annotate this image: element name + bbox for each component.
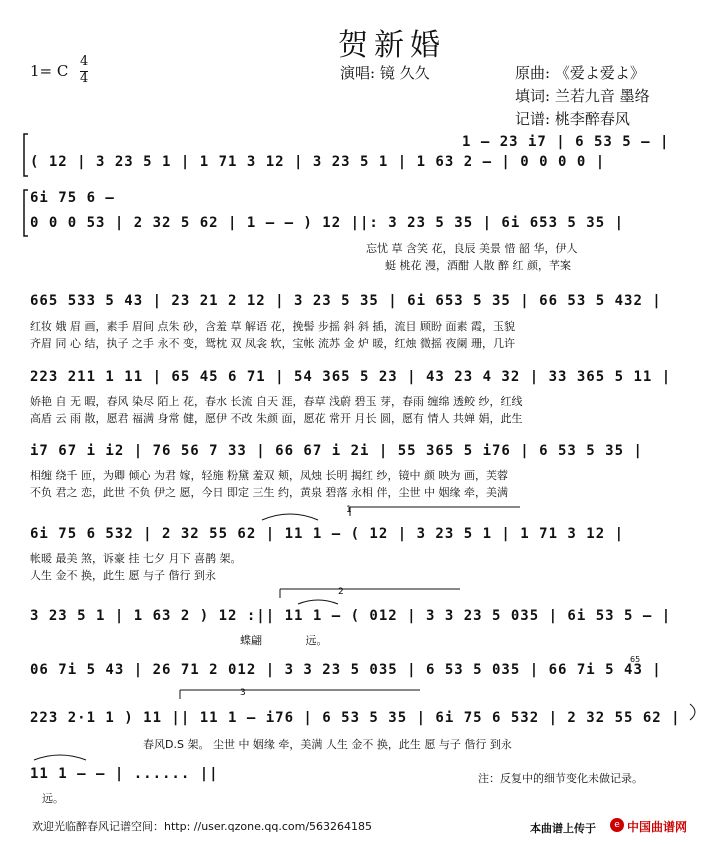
- system-6-lyrics-verse-1: 帐暖 最美 煞，诉豪 挂 七夕 月下 喜鹊 架。: [30, 552, 242, 565]
- tie-2: [298, 600, 338, 604]
- system-2-lower-notes: 0 0 0 53 | 2 32 5 62 | 1 – – ) 12 ||: 3 23 5 35 | 6i 653 5 35 |: [30, 215, 625, 231]
- system-5-lyrics-verse-1: 相缠 绕千 匝，为卿 倾心 为君 嫁，轻施 粉黛 羞双 颊，凤烛 长明 揭红 纱，镜中 颜 映为 画，芙蓉: [30, 469, 508, 482]
- system-2-lyrics-verse-2: 蜓 桃花 漫，酒酣 人散 醉 红 颜，芊案: [385, 259, 571, 272]
- system-1-lower-notes: ( 12 | 3 23 5 1 | 1 71 3 12 | 3 23 5 1 | 1 63 2 – | 0 0 0 0 |: [30, 154, 606, 170]
- system-2-bracket: [24, 190, 28, 236]
- volta-3-label: 3: [240, 688, 246, 698]
- footer-upload-text: 本曲谱上传于: [530, 822, 596, 835]
- footer-welcome: 欢迎光临醉春风记谱空间：http: //user.qzone.qq.com/563264185: [32, 820, 373, 833]
- transcriber: 记谱: 桃李醉春风: [515, 110, 630, 128]
- system-3-lyrics-verse-2: 齐眉 同 心 结，执子 之手 永不 变，鸳枕 双 凤衾 软，宝帐 流苏 金 炉 暖，红烛 微摇 夜阑 珊，几许: [30, 337, 515, 350]
- volta-1-label: 1: [346, 505, 352, 515]
- singer: 演唱: 镜 久久: [340, 64, 430, 82]
- tie-1: [262, 514, 318, 520]
- time-signature-bottom: 4: [80, 71, 89, 86]
- system-5-notes: i7 67 i i2 | 76 56 7 33 | 66 67 i 2i | 55 365 5 i76 | 6 53 5 35 |: [30, 443, 643, 459]
- system-4-lyrics-verse-1: 娇艳 自 无 暇，春风 染尽 陌上 花，春水 长流 自天 涯，春草 浅蔚 碧玉 芽，春雨 缠绵 透鲛 纱，红线: [30, 395, 523, 408]
- system-6-lyrics-verse-2: 人生 金不 换，此生 愿 与子 偕行 到永: [30, 569, 216, 582]
- system-7-notes: 3 23 5 1 | 1 63 2 ) 12 :|| 11 1 – ( 012 | 3 3 23 5 035 | 6i 53 5 – |: [30, 608, 672, 624]
- tie-3: [690, 704, 695, 720]
- tie-4: [34, 755, 86, 760]
- system-9-notes: 223 2·1 1 ) 11 || 11 1 – i76 | 6 53 5 35 | 6i 75 6 532 | 2 32 55 62 |: [30, 710, 681, 726]
- system-2-upper-notes: 6i 75 6 –: [30, 190, 115, 206]
- system-5-lyrics-verse-2: 不负 君之 恋，此世 不负 伊之 愿，今日 即定 三生 约，黄泉 碧落 永相 伴，尘世 中 姻缘 牵，美满: [30, 486, 508, 499]
- site-logo-text[interactable]: 中国曲谱网: [627, 820, 688, 834]
- transcription-note: 注：反复中的细节变化未做记录。: [478, 772, 643, 785]
- system-4-notes: 223 211 1 11 | 65 45 6 71 | 54 365 5 23 | 43 23 4 32 | 33 365 5 11 |: [30, 369, 672, 385]
- lyricist: 填词: 兰若九音 墨络: [515, 87, 650, 105]
- system-2-lyrics-verse-1: 忘忧 草 含笑 花，良辰 美景 惜 韶 华，伊人: [366, 242, 578, 255]
- system-3-notes: 665 533 5 43 | 23 21 2 12 | 3 23 5 35 | 6i 653 5 35 | 66 53 5 432 |: [30, 293, 662, 309]
- system-9-lyrics: 春风D.S 架。 尘世 中 姻缘 牵，美满 人生 金不 换，此生 愿 与子 偕行 到永: [143, 738, 512, 751]
- system-7-lyrics: 蝶翩 远。: [240, 634, 328, 647]
- system-3-lyrics-verse-1: 红妆 娥 眉 画，素手 眉间 点朱 砂，含羞 草 解语 花，挽髻 步摇 斜 斜 插，流目 顾盼 面素 霞，玉貌: [30, 320, 515, 333]
- system-6-notes: 6i 75 6 532 | 2 32 55 62 | 11 1 – ( 12 | 3 23 5 1 | 1 71 3 12 |: [30, 526, 625, 542]
- grace-note-marker: 65: [630, 655, 641, 664]
- time-signature-top: 4: [80, 54, 89, 69]
- song-title: 贺新婚: [338, 28, 446, 63]
- system-10-lyrics: 远。: [42, 792, 64, 805]
- system-1-bracket: [24, 134, 28, 176]
- original-song: 原曲: 《爱よ爱よ》: [515, 64, 645, 82]
- system-8-notes: 06 7i 5 43 | 26 71 2 012 | 3 3 23 5 035 | 6 53 5 035 | 66 7i 5 43 |: [30, 662, 662, 678]
- volta-2-label: 2: [338, 587, 344, 597]
- key-signature: 1= C: [30, 62, 69, 80]
- site-logo-icon: e: [610, 818, 624, 832]
- system-4-lyrics-verse-2: 高盾 云 雨 散，愿君 福满 身常 健，愿伊 不改 朱颜 面，愿花 常开 月长 圆，愿有 情人 共婵 娟，此生: [30, 412, 523, 425]
- system-10-notes: 11 1 – – | ...... ||: [30, 766, 219, 782]
- system-1-upper-notes: 1 – 23 i7 | 6 53 5 – |: [462, 134, 670, 150]
